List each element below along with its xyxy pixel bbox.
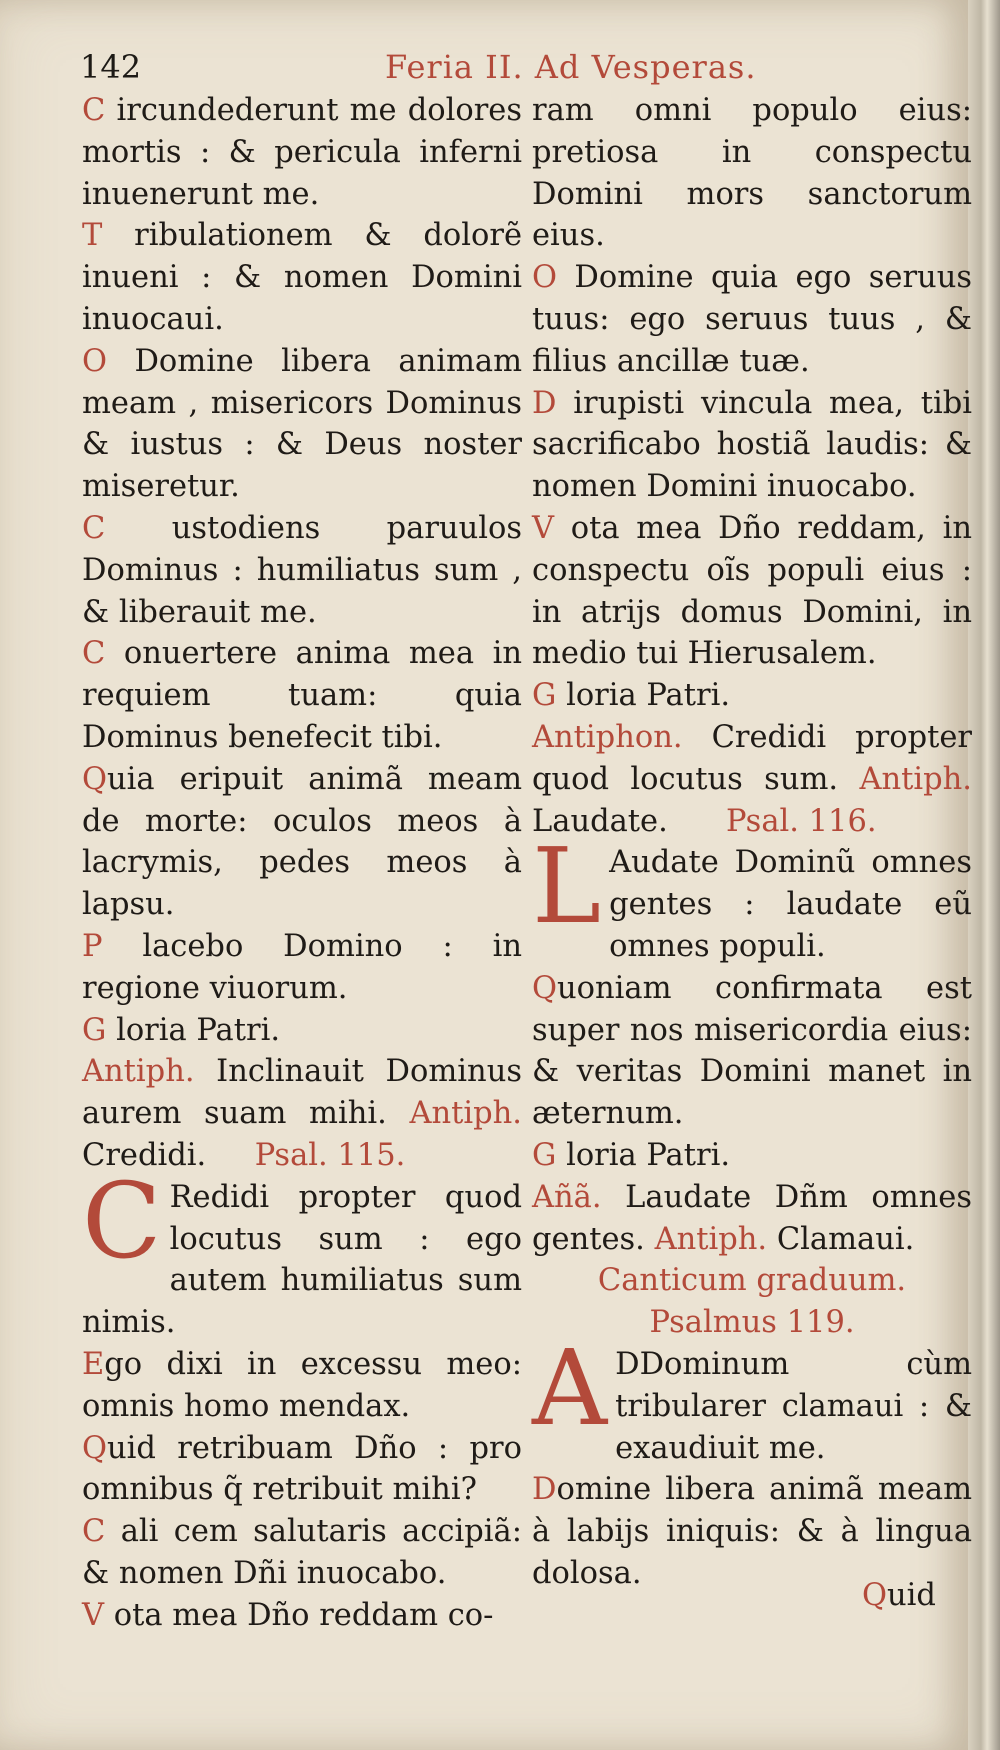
psalm-opening-text: DDominum cùm tribularer clamaui : & exaudiuit me.	[615, 1346, 972, 1466]
verse-text: uoniam confirmata est super nos misericordia eius: & veritas Domini manet in æternum.	[532, 970, 972, 1132]
antiphon-text: Inclinauit Dominus aurem suam mihi.	[82, 1054, 522, 1132]
verse-initial: O	[82, 343, 108, 379]
verse	[532, 383, 972, 508]
verse-text: go dixi in excessu meo: omnis homo mendax.	[82, 1346, 522, 1424]
verse-text: ram omni populo eius: pretiosa in conspectu Domini mors sanctorum eius.	[532, 93, 972, 254]
verse-text: omine libera animã meam à labijs iniquis: & à lingua dolosa.	[532, 1472, 972, 1591]
antiphon-text-2: Laudate.	[532, 803, 668, 839]
verse	[82, 759, 522, 926]
psalm-opening	[82, 1159, 522, 1344]
verse	[82, 926, 522, 1010]
verse-text: uia eripuit animã meam de morte: oculos meos à lacrymis, pedes meos à lapsu.	[82, 761, 522, 923]
verse-initial: C	[82, 1514, 106, 1550]
psalm-number: Psal. 116.	[725, 803, 877, 839]
antiphon-label: Añã.	[532, 1179, 602, 1215]
verse	[532, 508, 972, 675]
antiphon-label: Antiphon.	[532, 719, 683, 755]
antiphon-text-2: Clamaui.	[767, 1221, 915, 1257]
verse-initial: Q	[532, 970, 558, 1006]
canticle-title: Canticum graduum.	[597, 1263, 907, 1299]
verse-text: Domine libera animam meam , misericors Dominus & iustus : & Deus noster miseretur.	[82, 343, 522, 505]
verse-initial: T	[82, 218, 103, 254]
antiphon-label-2: Antiph.	[654, 1221, 768, 1257]
verse	[82, 508, 522, 633]
verse-initial: V	[532, 510, 555, 546]
verse-text: ota mea Dño reddam co-	[104, 1597, 494, 1633]
page-number: 142	[80, 48, 142, 86]
psalm-number: Psal. 115.	[254, 1137, 406, 1173]
antiphon	[82, 1051, 522, 1176]
verse-text: lacebo Domino : in regione viuorum.	[82, 928, 522, 1006]
verse-initial: Q	[82, 761, 108, 797]
verse-text: ustodiens paruulos Dominus : humiliatus sum , & liberauit me.	[82, 510, 522, 630]
verse-initial: V	[82, 1597, 105, 1633]
verse-text: ota mea Dño reddam, in conspectu oĩs populi eius : in atrijs domus Domini, in medio tui Hierusalem.	[532, 510, 972, 672]
verse	[532, 90, 972, 257]
verse	[532, 257, 972, 382]
verse-text: loria Patri.	[106, 1012, 281, 1048]
verse-text: loria Patri.	[556, 678, 731, 714]
left-column	[82, 90, 522, 1636]
page-edge	[968, 0, 1000, 1750]
psalm-opening-text: Redidi propter quod locutus sum : ego autem humiliatus sum nimis.	[82, 1179, 522, 1341]
verse-initial: Q	[82, 1430, 108, 1466]
verse-text: ribulationem & dolorẽ inueni : & nomen Domini inuocaui.	[82, 218, 522, 337]
verse-text: ircundederunt me dolores mortis : & pericula inferni inuenerunt me.	[82, 93, 522, 212]
verse-text: ali cem salutaris accipiã: & nomen Dñi inuocabo.	[82, 1514, 522, 1591]
antiphon-text-2: Credidi.	[82, 1137, 207, 1173]
verse	[82, 1010, 522, 1052]
verse-text: irupisti vincula mea, tibi sacrificabo hostiã laudis: & nomen Domini inuocabo.	[532, 385, 972, 505]
psalm-opening	[532, 1326, 972, 1469]
verse-text: onuertere anima mea in requiem tuam: quia Dominus benefecit tibi.	[82, 636, 522, 755]
verse	[532, 1469, 972, 1594]
verse	[82, 633, 522, 758]
verse-initial: D	[532, 385, 557, 421]
verse	[82, 1344, 522, 1428]
catchword-initial: Q	[862, 1578, 888, 1613]
psalm-opening-text: Audate Dominũ omnes gentes : laudate eũ omnes populi.	[609, 845, 972, 964]
verse-text: loria Patri.	[556, 1137, 731, 1173]
verse-initial: C	[82, 93, 106, 128]
verse	[82, 341, 522, 508]
verse	[532, 1135, 972, 1177]
verse	[532, 968, 972, 1135]
antiphon-label-2: Antiph.	[409, 1096, 522, 1132]
antiphon-label-2: Antiph.	[859, 761, 972, 797]
verse-initial: C	[82, 636, 106, 672]
psalm-opening	[532, 825, 972, 967]
verse	[82, 1595, 522, 1637]
verse	[82, 1428, 522, 1512]
verse-initial: P	[82, 928, 103, 964]
verse	[82, 215, 522, 340]
verse-initial: C	[82, 510, 106, 546]
right-column	[532, 90, 972, 1595]
antiphon-text: Credidi propter quod locutus sum.	[532, 719, 972, 797]
running-title: Feria II. Ad Vesperas.	[385, 48, 757, 86]
antiphon-text: Laudate Dñm omnes gentes.	[532, 1179, 972, 1257]
drop-cap: A	[532, 1326, 608, 1449]
verse-initial: D	[532, 1472, 557, 1508]
verse-text: uid retribuam Dño : pro omnibus q̃ retribuit mihi?	[82, 1430, 522, 1508]
antiphon-label: Antiph.	[82, 1054, 195, 1090]
verse-text: Domine quia ego seruus tuus: ego seruus tuus , & filius ancillæ tuæ.	[532, 260, 972, 379]
antiphon	[532, 1177, 972, 1261]
verse-initial: O	[532, 260, 558, 296]
verse	[82, 90, 522, 215]
verse-initial: G	[82, 1012, 107, 1048]
antiphon	[532, 717, 972, 842]
drop-cap: C	[82, 1159, 162, 1282]
verse	[532, 675, 972, 717]
canticle-psalm: Psalmus 119.	[649, 1305, 855, 1341]
catchword	[862, 1578, 936, 1613]
verse-initial: G	[532, 678, 557, 714]
verse	[82, 1511, 522, 1595]
drop-cap: L	[532, 825, 602, 948]
verse-initial: G	[532, 1137, 557, 1173]
verse-initial: E	[82, 1346, 105, 1382]
catchword-text: uid	[887, 1578, 936, 1613]
